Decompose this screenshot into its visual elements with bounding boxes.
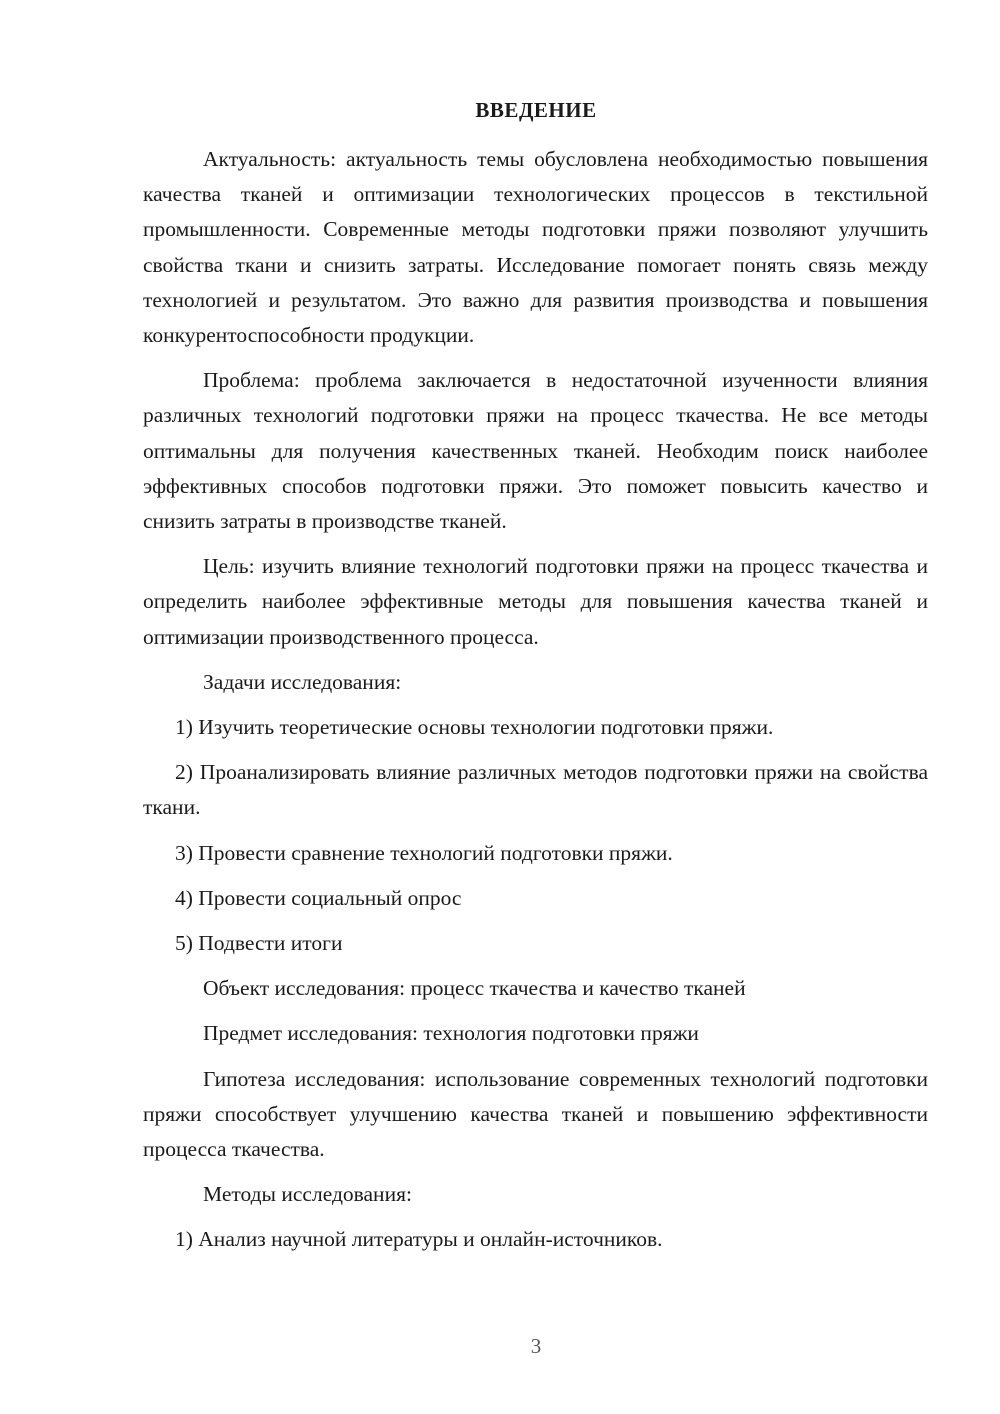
paragraph-hypothesis: Гипотеза исследования: использование современных технологий подготовки пряжи способствует улучшению качества тканей и повышению эффективности процесса ткачества. (143, 1066, 928, 1162)
page-body (143, 142, 928, 1268)
tasks-heading: Задачи исследования: (203, 669, 402, 694)
task-item: 2) Проанализировать влияние различных методов подготовки пряжи на свойства ткани. (143, 760, 928, 820)
section-title: ВВЕДЕНИЕ (475, 98, 597, 122)
page-number: 3 (530, 1334, 542, 1358)
paragraph-subject: Предмет исследования: технология подготовки пряжи (203, 1021, 699, 1046)
paragraph-problem: Проблема: проблема заключается в недостаточной изученности влияния различных технологий подготовки пряжи на процесс ткачества. Не все методы оптимальны для получения качественных тканей. Необходим поиск наиболее эффективных способов подготовки пряжи. Это поможет повысить качество и снизить затраты в производстве тканей. (143, 368, 928, 534)
paragraph-relevance: Актуальность: актуальность темы обусловлена необходимостью повышения качества тканей и оптимизации технологических процессов в текстильной промышленности. Современные методы подготовки пряжи позволяют улучшить свойства ткани и снизить затраты. Исследование помогает понять связь между технологией и результатом. Это важно для развития производства и повышения конкурентоспособности продукции. (143, 147, 928, 348)
method-item: 1) Анализ научной литературы и онлайн-источников. (175, 1227, 663, 1252)
task-item: 4) Провести социальный опрос (175, 885, 462, 910)
methods-heading: Методы исследования: (203, 1182, 412, 1207)
paragraph-goal: Цель: изучить влияние технологий подготовки пряжи на процесс ткачества и определить наиболее эффективные методы для повышения качества тканей и оптимизации производственного процесса. (143, 554, 928, 649)
task-item: 1) Изучить теоретические основы технологии подготовки пряжи. (175, 715, 774, 740)
task-item: 5) Подвести итоги (175, 931, 343, 956)
task-item: 3) Провести сравнение технологий подготовки пряжи. (175, 840, 673, 865)
paragraph-object: Объект исследования: процесс ткачества и качество тканей (203, 976, 746, 1001)
